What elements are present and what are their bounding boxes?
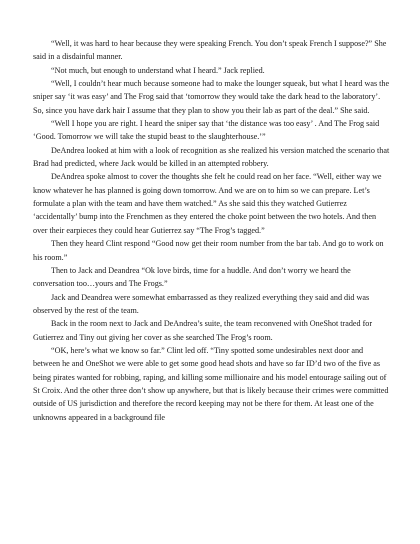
paragraph: DeAndrea looked at him with a look of recognition as she realized his version matched the scenario that Brad had predicted, where Jack would be killed in an attempted robbery.: [33, 145, 390, 169]
paragraph: DeAndrea spoke almost to cover the thoughts she felt he could read on her face. “Well, either way we know whatever he has planned is going down tomorrow. And we are on to him so we can prepare. Let’s formulate a plan with the team and have them watched.” As she said this they watched Gutierrez ‘accidentally’ bump into the Frenchmen as they entered the choke point between the two hotels. And then over their earpieces they could hear Gutierrez say “The Frog’s tagged.”: [33, 172, 382, 235]
paragraph: “OK, here’s what we know so far.” Clint led off. “Tiny spotted some undesirables next door and between he and OneShot we were able to get some good head shots and have so far ID’d two of the five as being pirates wanted for robbing, raping, and killing some millionaire and his model entourage sailing out of St Croix. And the other three don’t show up anywhere, but that is likely because their crimes were committed outside of US jurisdiction and therefore the record keeping may not be there for them. At least one of the unknowns appeared in a background file: [33, 345, 389, 422]
body-text: [33, 37, 391, 424]
paragraph: Jack and Deandrea were somewhat embarrassed as they realized everything they said and did was observed by the rest of the team.: [33, 292, 370, 315]
paragraph: “Well, I couldn’t hear much because someone had to make the lounger squeak, but what I heard was the sniper say ‘it was easy’ and The Frog said that ‘tomorrow they would take the dark head to the laboratory’. So, since you have dark hair I assume that they plan to show you their lab as part of the deal.” She said.: [33, 79, 390, 115]
paragraph: Then to Jack and Deandrea “Ok love birds, time for a huddle. And don’t worry we heard the conversation too…yours and The Frogs.”: [33, 265, 351, 289]
paragraph: “Well, it was hard to hear because they were speaking French. You don’t speak French I suppose?” She said in a disdainful manner.: [33, 39, 387, 62]
paragraph: “Well I hope you are right. I heard the sniper say that ‘the distance was too easy’ . And The Frog said ‘Good. Tomorrow we will take the stupid beast to the slaughterhouse.’”: [33, 119, 380, 142]
paragraph: Then they heard Clint respond “Good now get their room number from the bar tab. And go to work on his room.”: [33, 239, 384, 262]
paragraph: “Not much, but enough to understand what I heard.” Jack replied.: [51, 65, 265, 75]
paragraph: Back in the room next to Jack and DeAndrea’s suite, the team reconvened with OneShot traded for Gutierrez and Tiny out giving her cover as she searched The Frog’s room.: [33, 319, 373, 342]
